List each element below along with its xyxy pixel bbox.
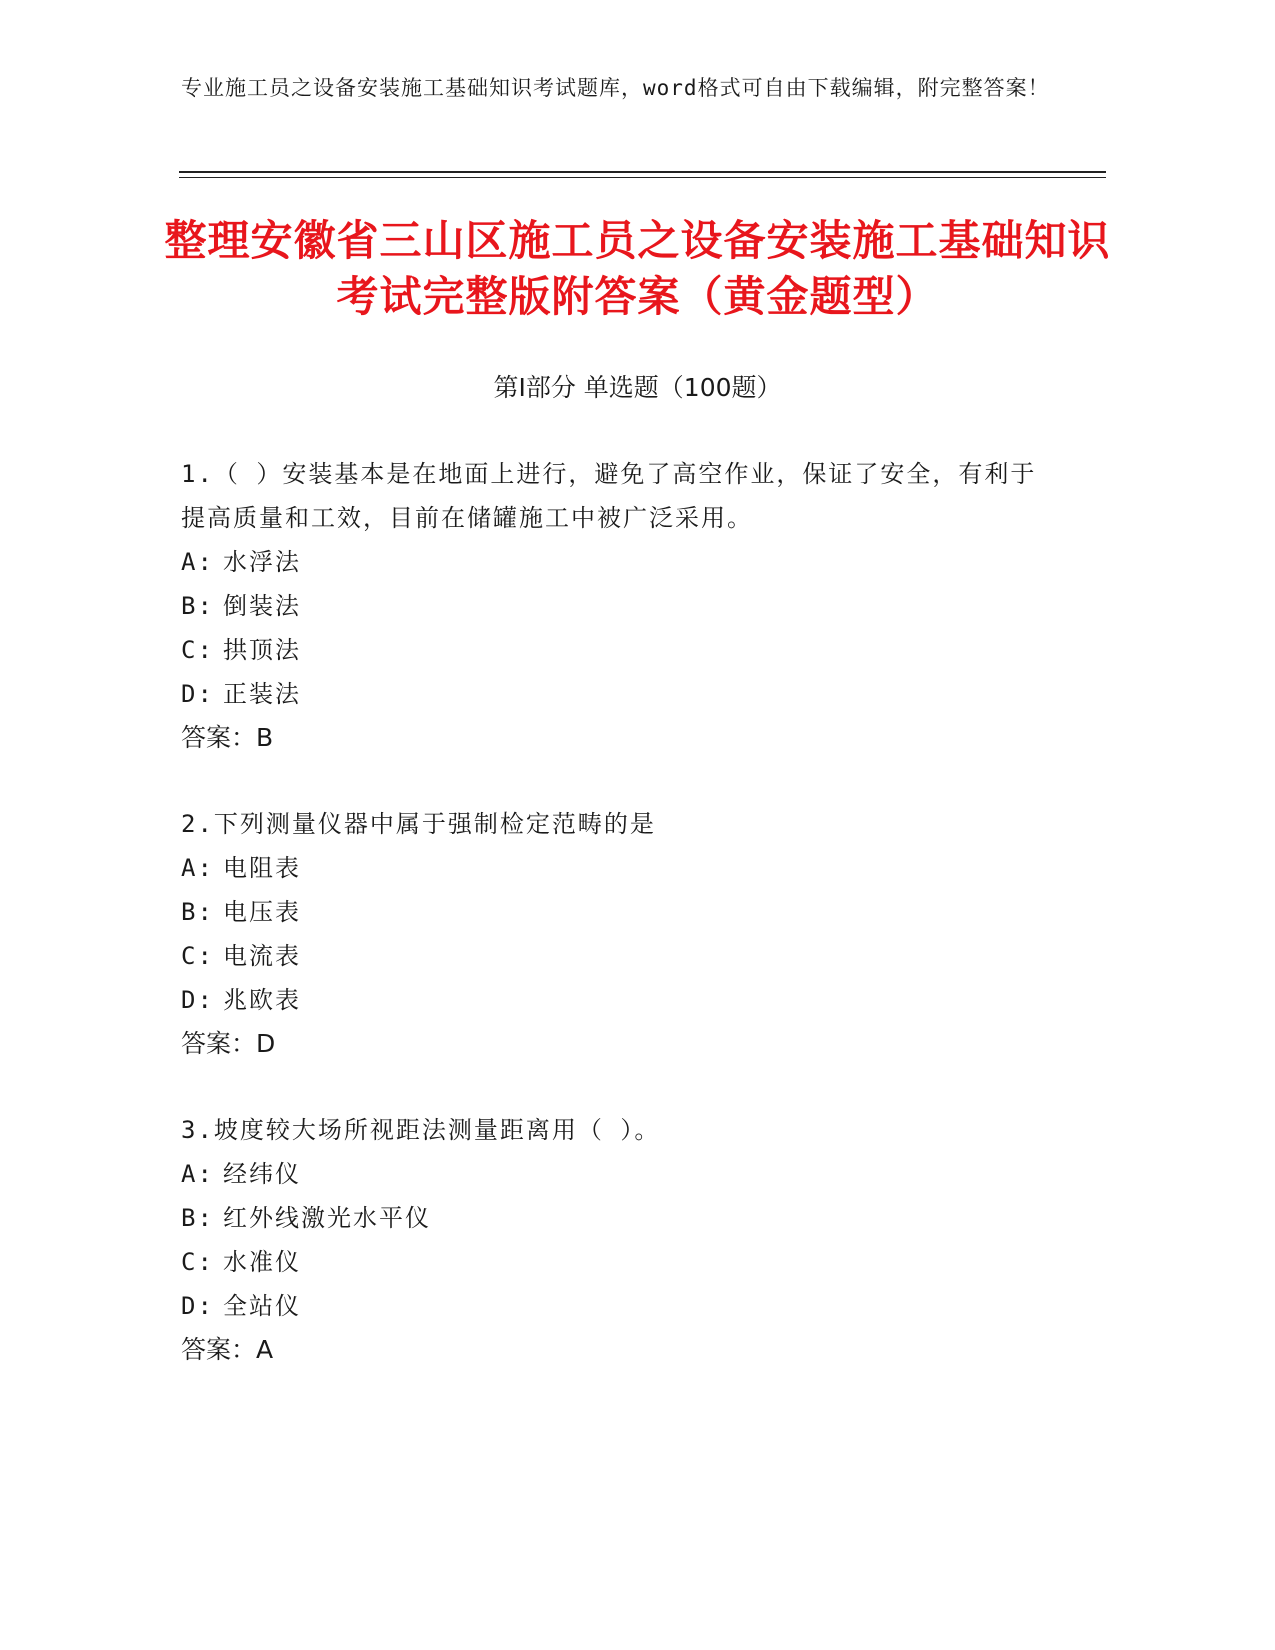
option-key: B: xyxy=(181,1204,214,1232)
option-key: A: xyxy=(181,1160,214,1188)
document-title: 整理安徽省三山区施工员之设备安装施工基础知识考试完整版附答案（黄金题型） xyxy=(164,216,1111,321)
option-text: 电阻表 xyxy=(223,854,301,882)
question-answer: 答案：D xyxy=(181,1029,276,1058)
option-key: C: xyxy=(181,942,214,970)
question-option xyxy=(181,628,1041,672)
question-option xyxy=(181,934,1041,978)
option-key: D: xyxy=(181,1292,214,1320)
question-answer: 答案：B xyxy=(181,723,274,752)
question-option xyxy=(181,1196,1041,1240)
option-key: B: xyxy=(181,592,214,620)
option-text: 水准仪 xyxy=(223,1248,301,1276)
question-option xyxy=(181,846,1041,890)
option-text: 正装法 xyxy=(223,680,301,708)
question-option xyxy=(181,1284,1041,1328)
question-item xyxy=(181,452,1041,760)
option-text: 水浮法 xyxy=(223,548,301,576)
question-option xyxy=(181,978,1041,1022)
question-answer: 答案：A xyxy=(181,1335,274,1364)
question-option xyxy=(181,584,1041,628)
option-text: 倒装法 xyxy=(223,592,301,620)
option-key: A: xyxy=(181,548,214,576)
question-item xyxy=(181,1108,1041,1372)
option-key: A: xyxy=(181,854,214,882)
question-option xyxy=(181,890,1041,934)
option-text: 经纬仪 xyxy=(223,1160,301,1188)
question-option xyxy=(181,1240,1041,1284)
option-key: B: xyxy=(181,898,214,926)
section-heading: 第Ⅰ部分 单选题（100题） xyxy=(493,373,782,402)
option-text: 电压表 xyxy=(223,898,301,926)
question-stem: 3.坡度较大场所视距法测量距离用（ ）。 xyxy=(181,1116,661,1144)
option-key: D: xyxy=(181,680,214,708)
question-option xyxy=(181,672,1041,716)
option-key: C: xyxy=(181,636,214,664)
question-stem: 1.（ ）安装基本是在地面上进行，避免了高空作业，保证了安全，有利于提高质量和工效，目前在储罐施工中被广泛采用。 xyxy=(181,460,1037,532)
option-text: 全站仪 xyxy=(223,1292,301,1320)
header-divider-thick xyxy=(179,171,1106,173)
option-text: 拱顶法 xyxy=(223,636,301,664)
question-list xyxy=(181,452,1041,1414)
question-option xyxy=(181,540,1041,584)
option-text: 电流表 xyxy=(223,942,301,970)
question-stem: 2.下列测量仪器中属于强制检定范畴的是 xyxy=(181,810,656,838)
option-key: D: xyxy=(181,986,214,1014)
question-item xyxy=(181,802,1041,1066)
header-note: 专业施工员之设备安装施工基础知识考试题库，word格式可自由下载编辑，附完整答案！ xyxy=(181,76,1050,100)
option-text: 红外线激光水平仪 xyxy=(223,1204,431,1232)
option-text: 兆欧表 xyxy=(223,986,301,1014)
question-option xyxy=(181,1152,1041,1196)
header-divider-thin xyxy=(179,177,1106,178)
option-key: C: xyxy=(181,1248,214,1276)
